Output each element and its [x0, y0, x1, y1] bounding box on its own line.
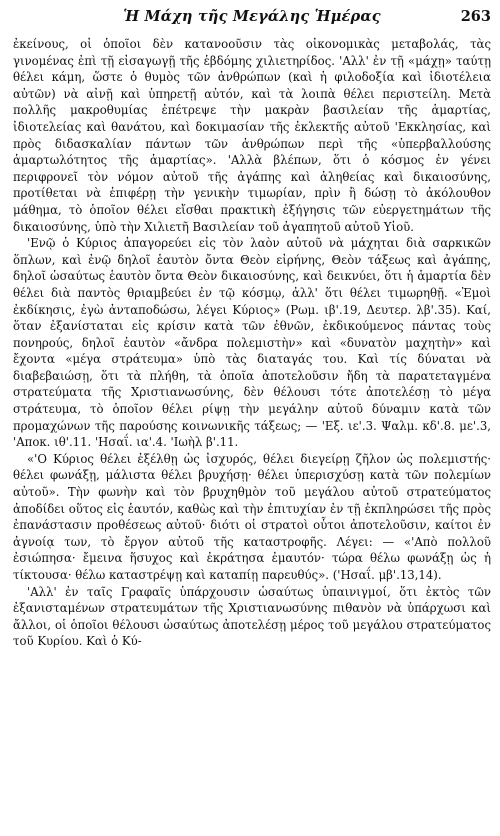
paragraph: 'Ενῷ ὁ Κύριος ἀπαγορεύει εἰς τὸν λαὸν αὐτοῦ νὰ μάχηται διὰ σαρκικῶν ὅπλων, καὶ ἐνῷ δηλοῖ ἑαυτὸν ὄντα Θεὸν εἰρήνης, Θεὸν τάξεως καὶ ἀγάπης, δηλοῖ ὡσαύτως ἑαυτὸν ὄντα Θεὸν δικαιοσύνης, καὶ δεικνύει, ὅτι ἡ ἁμαρτία δὲν θέλει διὰ παντὸς θριαμβεύει ἐν τῷ κόσμῳ, ἀλλ' ὅτι θέλει τιμωρηθῇ. «Ἐμοὶ ἐκδίκησις, ἐγὼ ἀνταποδώσω, λέγει Κύριος» (Ρωμ. ιβ'.19, Δευτερ. λβ'.35). Καί, ὅταν ἐξανίσταται εἰς κρίσιν κατὰ τῶν ἐθνῶν, ἐκδικούμενος πάντας τοὺς πονηρούς, δηλοῖ ἑαυτὸν «ἄνδρα πολεμιστὴν» καὶ «δυνατὸν μαχητὴν» καὶ ἔχοντα «μέγα στράτευμα» ὑπὸ τὰς διαταγάς του. Καὶ τίς δύναται νὰ διαβεβαιώσῃ, ὅτι τὰ πλήθη, τὰ ὁποῖα ἀποτελοῦσιν ἤδη τὰ παρατεταγμένα στρατεύματα τῆς Χριστιανωσύνης, δὲν θέλουσι τότε ἀποτελέσῃ τὸ μέγα στράτευμα, τὸ ὁποῖον θέλει ρίψῃ τὴν μεγάλην αὐτοῦ δύναμιν κατὰ τῶν προμαχώνων τῆς παρούσης κοινωνικῆς τάξεως; — 'Εξ. ιε'.3. Ψαλμ. κδ'.8. με'.3, 'Αποκ. ιθ'.11. 'Ησαΐ. ια'.4. 'Ιωὴλ β'.11. [13, 236, 491, 450]
document-page [13, 6, 491, 650]
page-number: 263 [460, 8, 491, 25]
page-header [13, 6, 491, 30]
running-title: Ἡ Μάχη τῆς Μεγάλης Ἡμέρας [123, 8, 381, 25]
paragraph: ἐκείνους, οἱ ὁποῖοι δὲν κατανοοῦσιν τὰς οἰκονομικὰς μεταβολάς, τὰς γινομένας ἐπὶ τῇ εἰσαγωγῇ τῆς ἑβδόμης χιλιετηρίδος. 'Αλλ' ἐν τῇ «μάχῃ» ταύτῃ θέλει κάμη, ὥστε ὁ θυμὸς τῶν ἀνθρώπων (καὶ ἡ φιλοδοξία καὶ ἰδιοτέλεια αὐτῶν) νὰ αἰνῇ καὶ ὑπηρετῇ αὐτόν, καὶ τὰ λοιπὰ θέλει περιστείλη. Μετὰ πολλῆς μακροθυμίας ἐπέτρεψε τὴν μακρὰν βασιλείαν τῆς ἁμαρτίας, ἰδιοτελείας καὶ θανάτου, καὶ δοκιμασίαν τῆς ἐκλεκτῆς αὐτοῦ 'Εκκλησίας, καὶ πρὸς διδασκαλίαν πάντων τῶν ἀνθρώπων περὶ τῆς «ὑπερβαλλούσης ἁμαρτωλότητος τῆς ἁμαρτίας». 'Αλλὰ βλέπων, ὅτι ὁ κόσμος ἐν γένει περιφρονεῖ τὸν νόμον αὐτοῦ τῆς ἀγάπης καὶ ἀληθείας καὶ δικαιοσύνης, προτίθεται νὰ ἐπιφέρῃ τὴν γενικὴν τιμωρίαν, πρὶν ἢ δώσῃ τὸ ἀκόλουθον μάθημα, τὸ ὁποῖον θέλει εἴσθαι πρακτικὴ ἐξήγησις τῶν εὐεργετημάτων τῆς δικαιοσύνης, ὑπὸ τὴν Χιλιετῆ Βασιλείαν τοῦ ἀγαπητοῦ αὐτοῦ Υἱοῦ. [13, 37, 491, 234]
body-text [13, 36, 491, 650]
paragraph: 'Αλλ' ἐν ταῖς Γραφαῖς ὑπάρχουσιν ὡσαύτως ὑπαινιγμοί, ὅτι ἐκτὸς τῶν ἐξανισταμένων στρατευμάτων τῆς Χριστιανωσύνης πιθανὸν νὰ ὑπάρχωσι καὶ ἄλλοι, οἱ ὁποῖοι θέλουσι ὡσαύτως ἀποτελέσῃ μέρος τοῦ μεγάλου στρατεύματος τοῦ Κυρίου. Καὶ ὁ Κύ- [13, 584, 491, 649]
paragraph: «'Ο Κύριος θέλει ἐξέλθῃ ὡς ἰσχυρός, θέλει διεγείρῃ ζῆλον ὡς πολεμιστής· θέλει φωνάξῃ, μάλιστα θέλει βρυχήσῃ· θέλει ὑπερισχύσῃ κατὰ τῶν πολεμίων αὐτοῦ». Τὴν φωνὴν καὶ τὸν βρυχηθμὸν τοῦ μεγάλου αὐτοῦ στρατεύματος ἀποδίδει οὕτος εἰς ἑαυτόν, καθὼς καὶ τὴν ἐπιτυχίαν ἐν τῇ ἐκπληρώσει τῆς πρὸς ἐπανάστασιν προθέσεως αὐτοῦ· διότι οἱ στρατοὶ οὗτοι ἀποτελοῦσιν, καίτοι ἐν ἀγνοίᾳ των, τὸ ἔργον αὐτοῦ τῆς καταστροφῆς. Λέγει: — «'Απὸ πολλοῦ ἐσιώπησα· ἔμεινα ἥσυχος καὶ ἐκράτησα ἐμαυτόν· τώρα θέλω φωνάξῃ ὡς ἡ τίκτουσα· θέλω καταστρέψῃ καὶ καταπίῃ παρευθύς». ('Ησαΐ. μβ'.13,14). [13, 451, 491, 582]
